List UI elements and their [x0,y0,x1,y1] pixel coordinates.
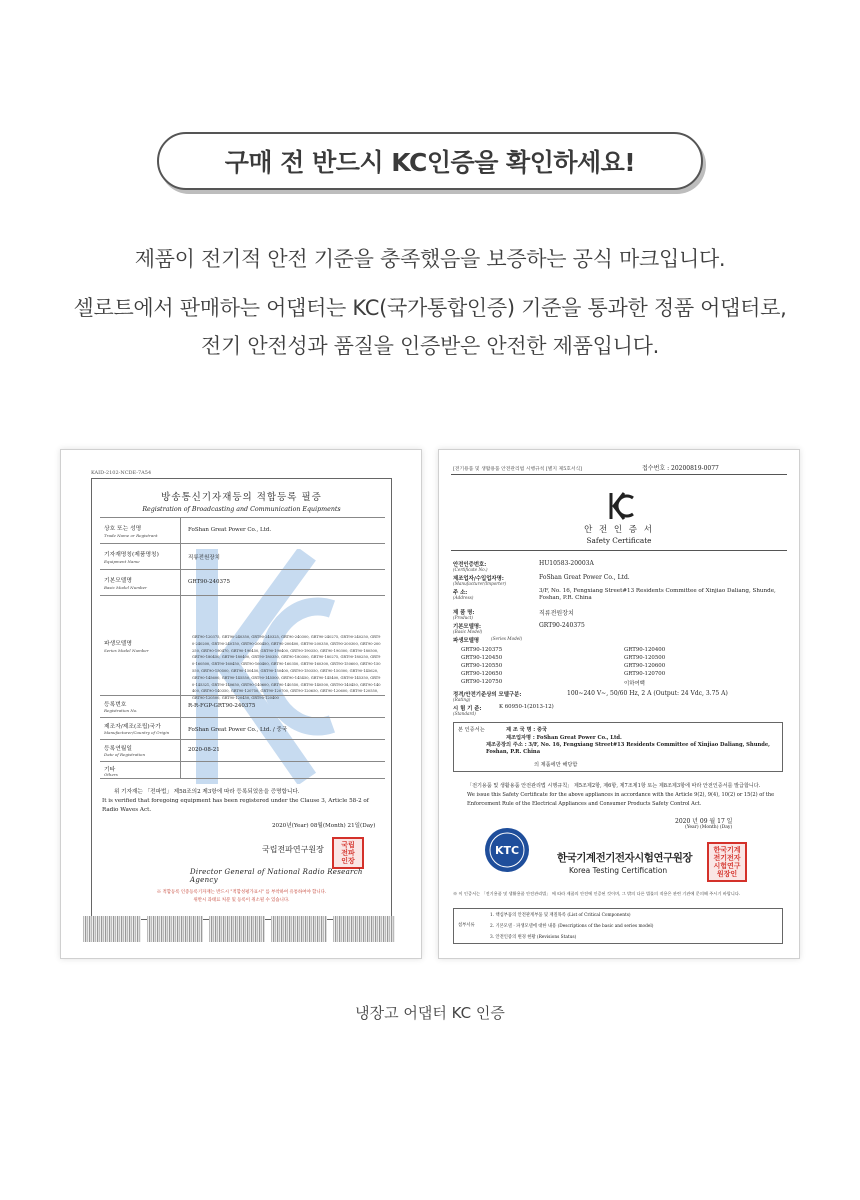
row-value: 2020-08-21 [188,747,220,753]
rating-value: 100~240 V~, 50/60 Hz, 2 A (Output: 24 Vdc, 3.75 A) [567,690,728,697]
table-row [100,717,385,739]
issue-date: 2020 년 09 월 17 일 [675,818,733,825]
kc-notice-text: 구매 전 반드시 KC인증을 확인하세요! [224,148,636,177]
field-sublabel: (Basic Model) [453,629,483,634]
barcode-strip [271,916,327,942]
standard-sublabel: (Standard) [453,711,476,716]
row-sublabel: Equipment Name [104,559,140,564]
kc-mark-icon [604,490,636,522]
field-sublabel: (Series Model) [491,636,523,641]
issuer-ko: 국립전파연구원장 [262,845,324,854]
official-seal-stamp: 국립 전파 인장 [332,837,364,869]
row-value: FoShan Great Power Co., Ltd. [188,527,272,533]
field-label: 기본모델명: [453,624,482,630]
cert2-title-en: Safety Certificate [586,536,652,545]
field-sublabel: (Certificate No.) [453,567,488,572]
row-value: 직류전원장치 [188,555,220,561]
row-label: 기타 [104,767,116,773]
registration-certificate-image [60,449,422,959]
field-value: FoShan Great Power Co., Ltd. [539,574,630,581]
verify-text-en: It is verified that foregoing equipment has been registered under the Clause 3, Article 58-2 of Radio Waves Act. [102,798,369,813]
cert2-title-ko: 안 전 인 증 서 [584,525,654,535]
issue-statement [467,782,782,809]
intro-line-3: 전기 안전성과 품질을 인증받은 안전한 제품입니다. [201,334,659,358]
row-label: 기자재명칭(제품명칭) [104,552,159,558]
ktc-logo-icon [483,826,531,874]
row-value: GRT90-240375 [188,579,230,585]
series-model: GRT90-120500 [624,655,666,661]
attach-item: 1. 핵심부품의 안전관계부품 및 재질목록 (List of Critical Components) [490,913,631,918]
divider [451,474,787,475]
row-label: 제조자/제조(조립)국가 [104,724,161,730]
row-sublabel: Basic Model Number [104,585,147,590]
factory-maker: 제조업자명 : FoShan Great Power Co., Ltd. [506,735,622,741]
row-sublabel: Series Model Number [104,648,149,653]
intro-line-1: 제품이 전기적 안전 기준을 충족했음을 보증하는 공식 마크입니다. [134,247,726,271]
factory-head: 본 인증서는 [458,727,485,733]
certificate-frame [91,478,392,920]
issuer-en: Director General of National Radio Research Agency [190,868,363,884]
safety-certificate-image [438,449,800,959]
field-label: 파생모델명 [453,638,480,644]
series-model: GRT90-120375 [461,647,503,653]
row-value: R-R-FGP-GRT90-240375 [188,703,256,709]
standard-label: 시 험 기 준: [453,706,482,712]
issue-date: 2020년(Year) 08월(Month) 21일(Day) [272,823,376,829]
row-label: 등록번호 [104,702,127,708]
row-label: 파생모델명 [104,641,132,647]
field-label: 제 품 명: [453,610,475,616]
field-label: 제조업자/수입업자명: [453,576,504,582]
image-caption: 냉장고 어댑터 KC 인증 [355,1004,505,1022]
attach-item: 3. 안전인증의 변경 현황 (Revisions Status) [490,935,577,940]
row-sublabel: Date of Registration [104,752,146,757]
form-header-left: [전기용품 및 생활용품 안전관리법 시행규칙 [별지 제5호서식] [453,467,583,472]
table-row [100,517,385,543]
rating-label: 정격/안전기준상의 모델구분: [453,692,522,698]
field-value: 3/F, No. 16, Fengxiang Street#13 Residents Committee of Xinjiao Daliang, Shunde, Foshan, P.R. China [539,588,776,601]
attach-item: 2. 기본모델 · 파생모델에 대한 내용 (Descriptions of the basic and series model) [490,924,654,929]
official-seal-stamp: 한국기계 전기전자 시험연구 원장인 [707,842,747,882]
barcode-strip [209,916,265,942]
org-name-en: Korea Testing Certification [569,866,668,875]
attachment-box [453,908,783,944]
field-value: GRT90-240375 [539,622,585,629]
org-name-ko: 한국기계전기전자시험연구원장 [557,852,693,864]
table-row [100,761,385,779]
series-model: GRT90-120700 [624,671,666,677]
field-sublabel: (Manufacturer/Importer) [453,581,507,586]
series-model: GRT90-120750 [461,679,503,685]
attach-label: 첨부서류 [458,923,475,928]
row-sublabel: Registration No. [104,708,138,713]
cert1-title-ko: 방송통신기자재등의 적합등록 필증 [161,492,322,503]
barcode-strip [83,916,141,942]
series-model: GRT90-120450 [461,655,503,661]
issue-statement-ko: 「전기용품 및 생활용품 안전관리법 시행규칙」 제5조제2항, 제6항, 제7조제1항 또는 제8조제3항에 따라 안전인증서를 발급합니다. [467,783,761,789]
divider [451,550,787,551]
series-model: 이하여백 [624,681,645,687]
receipt-number: 접수번호 : 20200819-0077 [642,465,719,472]
cert1-title-en: Registration of Broadcasting and Communication Equipments [142,506,341,513]
warning-note-line: 위반시 과태료 처분 및 등록이 취소될 수 있습니다. [193,898,290,903]
series-model-list: GRT90-120375, GRT90-240350, GRT90-240325, GRT90-240300, GRT90-240275, GRT90-240250, GRT90-240200, GRT90-240150, GRT90-200450, GRT90-200400, GRT90-200350, GRT90-200300, GRT90-200250, GRT90-190470, GRT90-190450, GRT90-190400, GRT90-190350, GRT90-190300, GRT90-180500, GRT90-180450, GRT90-180400, GRT90-180350, GRT90-180300, GRT90-180275, GRT90-180250, GRT90-160500, GRT90-160450, GRT90-160400, GRT90-160350, GRT90-160300, GRT90-150600, GRT90-150550, GRT90-150500, GRT90-150450, GRT90-150400, GRT90-150350, GRT90-150300, GRT90-145620, GRT90-145600, GRT90-145550, GRT90-145500, GRT90-145450, GRT90-145400, GRT90-145350, GRT90-145321, GRT90-140650, GRT90-140600, GRT90-140550, GRT90-140500, GRT90-140450, GRT90-140400, GRT90-140350, GRT90-120750, GRT90-120700, GRT90-120650, GRT90-120600, GRT90-120550, GRT90-120500, GRT90-120450, GRT90-120400 [192,635,381,701]
series-model: GRT90-120650 [461,671,503,677]
field-label: 주 소: [453,590,468,596]
row-label: 상호 또는 성명 [104,526,142,532]
table-row [100,739,385,761]
row-sublabel: Manufacturer/Country of Origin [104,730,170,735]
table-row [100,543,385,569]
rating-sublabel: (Rating) [453,697,471,702]
row-sublabel: Others [104,772,118,777]
field-value: 직류전원장치 [539,610,574,617]
row-value: FoShan Great Power Co., Ltd. / 중국 [188,727,288,733]
issue-statement-en: We issue this Safety Certificate for the above appliances in accordance with the Article 9(2), 9(4), 10(2) or 15(2) of the Enforcement Rule of the Electrical Appliances and Consumer Products Safety Control Act. [467,792,775,807]
issue-date-sub: (Year) (Month) (Day) [685,825,733,830]
factory-tail: 의 제품에만 해당함 [534,762,578,768]
form-code: KAID-2102-NCDE-7A54 [91,470,152,476]
field-sublabel: (Product) [453,615,474,620]
row-sublabel: Trade Name or Registrant [104,533,158,538]
field-sublabel: (Address) [453,595,474,600]
series-model: GRT90-120550 [461,663,503,669]
factory-info-box [453,722,783,772]
warning-note-line: ※ 적합등록 인증등록기자재는 반드시 "적합성평가표시" 를 부착하여 유통하여야 합니다. [156,890,327,895]
row-label: 기본모델명 [104,578,132,584]
barcode-strip [147,916,203,942]
verify-text-ko: 위 기자재는 「전파법」 제58조의2 제3항에 따라 등록되었음을 증명합니다. [114,789,300,795]
kc-notice-badge [157,132,703,190]
intro-line-2: 셀로트에서 판매하는 어댑터는 KC(국가통합인증) 기준을 통과한 정품 어댑터로, [73,296,787,320]
series-model: GRT90-120400 [624,647,666,653]
row-label: 등록연월일 [104,746,132,752]
field-value: HU10583-20003A [539,560,594,567]
field-label: 안전인증번호: [453,562,487,568]
series-model: GRT90-120600 [624,663,666,669]
table-row [100,569,385,595]
footnote: ※ 이 인증서는 「전기용품 및 생활용품 안전관리법」 에 따라 제품의 안전에 인증된 것이며, 그 밖의 다른 법률의 적용은 관련 기관에 문의해 주시기 바랍니다. [453,891,741,896]
factory-country: 제 조 국 명 : 중국 [506,727,548,733]
barcode-strip [333,916,395,942]
ktc-badge-text: KTC [494,844,520,857]
warning-note [92,889,391,905]
standard-value: K 60950-1(2013-12) [499,704,554,710]
factory-address: 제조공장의 주소 : 3/F, No. 16, Fengxiang Street#13 Residents Committee of Xinjiao Daliang, Shunde, Foshan, P.R. China [486,742,770,755]
